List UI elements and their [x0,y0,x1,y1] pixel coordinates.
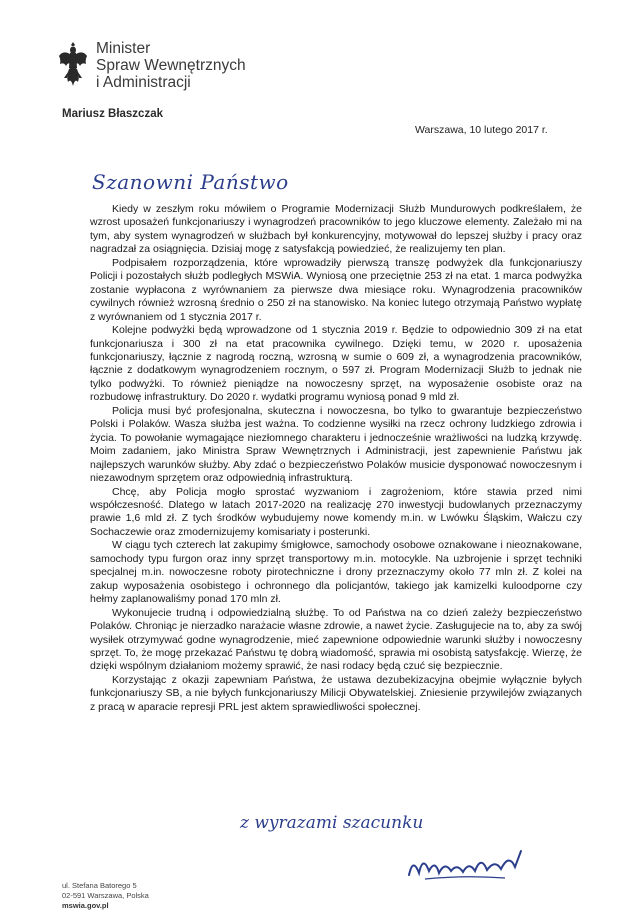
address-city: 02-591 Warszawa, Polska [62,891,149,900]
paragraph-4: Policja musi być profesjonalna, skuteczna i nowoczesna, bo tylko to gwarantuje bezpieczeństwo Polski i Polaków. Wasza służba jest ważna. To codzienne wysiłki na rzecz ochrony ludzkiego zdrowia i życia. To powołanie wymagające niezłomnego charakteru i jednocześnie wrażliwości na ludzką krzywdę. Moim zadaniem, jako Ministra Spraw Wewnętrznych i Administracji, jest zapewnienie Państwu jak najlepszych warunków służby. Aby zdać o bezpieczeństwo Polaków musicie dysponować nowoczesnym i niezawodnym sprzętem oraz odpowiednią infrastrukturą. [90,404,582,485]
ministry-line-2: Spraw Wewnętrznych [96,57,246,74]
footer-address [62,881,149,911]
handwritten-signature [405,845,525,885]
paragraph-5: Chcę, aby Policja mogło sprostać wyzwaniom i zagrożeniom, które stawia przed nimi współczesność. Dlatego w latach 2017-2020 na realizację 270 inwestycji budowlanych przeznaczymy prawie 1,6 mld zł. Z tych środków wybudujemy nowe komendy m.in. w Lwówku Śląskim, Wałczu czy Sochaczewie oraz zmodernizujemy komisariaty i posterunki. [90,485,582,538]
polish-eagle-icon [58,42,88,90]
paragraph-1: Kiedy w zeszłym roku mówiłem o Programie Modernizacji Służb Mundurowych podkreślałem, że wzrost uposażeń funkcjonariuszy i wynagrodzeń pracowników to jego kluczowe elementy. Zależało mi na tym, aby system wynagrodzeń w służbach był konkurencyjny, motywował do lepszej służby i pracy oraz nagradzał za osiągnięcia. Dzisiaj mogę z satysfakcją powiedzieć, że realizujemy ten plan. [90,203,582,256]
handwritten-closing: z wyrazami szacunku [240,813,424,833]
letter-date: Warszawa, 10 lutego 2017 r. [415,124,548,136]
paragraph-3: Kolejne podwyżki będą wprowadzone od 1 stycznia 2019 r. Będzie to odpowiednio 309 zł na etat funkcjonariusza i 300 zł na etat pracownika cywilnego. Dzięki temu, w 2020 r. uposażenia funkcjonariuszy, łącznie z nagrodą roczną, wzrosną w sumie o 609 zł, a wynagrodzenia pracowników, łącznie z dodatkowym wynagrodzeniem rocznym, o 597 zł. Program Modernizacji Służb to jednak nie tylko podwyżki. To również pieniądze na nowoczesny sprzęt, na wyposażenie osobiste oraz na rozbudowę infrastruktury. Do 2020 r. wydatki programu wyniosą ponad 9 mld zł. [90,324,582,404]
ministry-name [96,40,246,91]
signatory-name: Mariusz Błaszczak [62,108,163,120]
handwritten-greeting: Szanowni Państwo [92,170,289,194]
ministry-line-3: i Administracji [96,74,191,91]
paragraph-2: Podpisałem rozporządzenia, które wprowadziły pierwszą transzę podwyżek dla funkcjonariuszy Policji i pozostałych służb podległych MSWiA. Wyniosą one przeciętnie 253 zł na etat. 1 marca podwyżka zostanie wypłacona z wyrównaniem za pierwsze dwa miesiące roku. Wynagrodzenia pracowników cywilnych również wzrosną średnio o 250 zł na stanowisko. Na koniec lutego otrzymają Państwo wypłatę z wyrównaniem od 1 stycznia 2017 r. [90,256,582,323]
address-street: ul. Stefana Batorego 5 [62,881,137,890]
letterhead [58,40,246,91]
paragraph-6: W ciągu tych czterech lat zakupimy śmigłowce, samochody osobowe oznakowane i nieoznakowane, samochody typu furgon oraz inny sprzęt transportowy m.in. motocykle. Na uzbrojenie i sprzęt techniki specjalnej m.in. nowoczesne roboty pirotechniczne i drony przeznaczymy około 77 mln zł. Z kolei na zakup wyposażenia osobistego i ochronnego dla policjantów, takiego jak kamizelki kuloodporne czy hełmy zaplanowaliśmy ponad 170 mln zł. [90,539,582,606]
paragraph-7: Wykonujecie trudną i odpowiedzialną służbę. To od Państwa na co dzień zależy bezpieczeństwo Polaków. Chroniąc je nierzadko narażacie własne zdrowie, a nawet życie. Zasługujecie na to, aby za swój wysiłek otrzymywać godne wynagrodzenie, mieć zapewnione odpowiednie warunki służby i nowoczesny sprzęt. To, że mogę przekazać Państwu tę dobrą wiadomość, sprawia mi osobistą satysfakcję. Wierzę, że dzięki wspólnym działaniom możemy sprawić, że nasi rodacy będą czuć się bezpiecznie. [90,606,582,673]
paragraph-8: Korzystając z okazji zapewniam Państwa, że ustawa dezubekizacyjna obejmie wyłącznie byłych funkcjonariuszy SB, a nie byłych funkcjonariuszy Milicji Obywatelskiej. Zniesienie przywilejów związanych z pracą w aparacie represji PRL jest aktem sprawiedliwości społecznej. [90,673,582,713]
ministry-line-1: Minister [96,40,151,57]
letter-body [90,203,582,714]
website-link[interactable]: mswia.gov.pl [62,901,109,910]
